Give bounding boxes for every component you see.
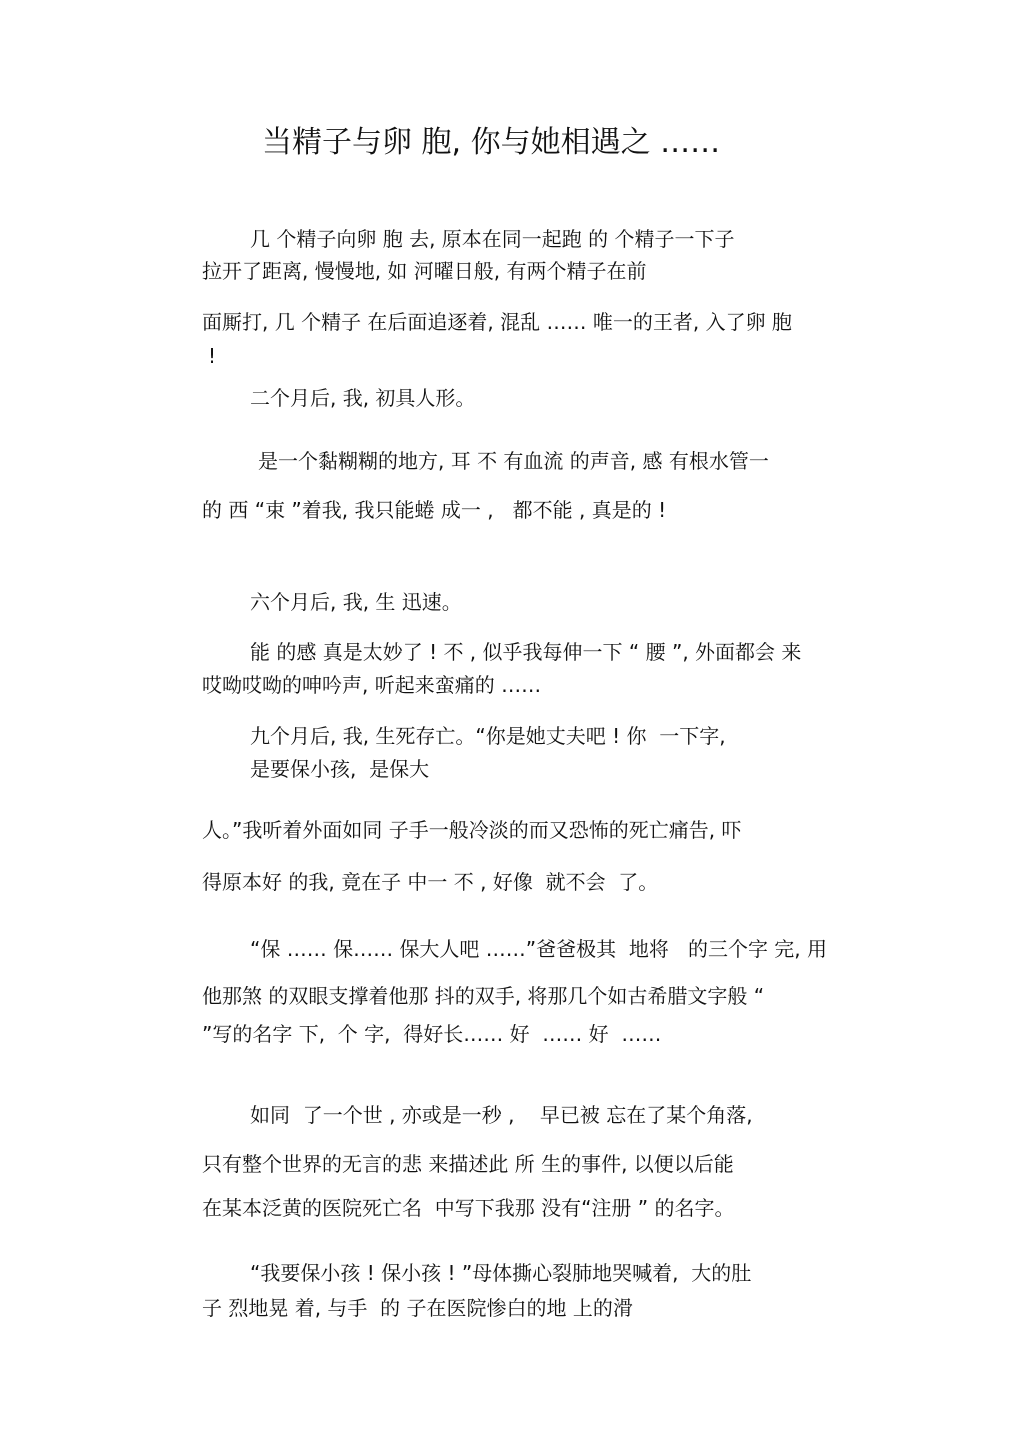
text-line: 拉开了距离, 慢慢地, 如 河曜日般, 有两个精子在前: [202, 259, 647, 283]
text-line: 人。”我听着外面如同 子手一般冷淡的而又恐怖的死亡痛告, 吓: [202, 818, 742, 842]
text-line: 六个月后, 我, 生 迅速。: [250, 590, 462, 614]
text-line: 九个月后, 我, 生死存亡。“你是她丈夫吧 ! 你 一下字,: [250, 724, 726, 748]
text-line: 在某本泛黄的医院死亡名 中写下我那 没有“注册 ” 的名字。: [202, 1196, 735, 1220]
text-line: 二个月后, 我, 初具人形。: [250, 386, 476, 410]
text-line: 他那煞 的双眼支撑着他那 抖的双手, 将那几个如古希腊文字般 “: [202, 984, 765, 1008]
text-line: 只有整个世界的无言的悲 来描述此 所 生的事件, 以便以后能: [202, 1152, 734, 1176]
text-line: “我要保小孩 ! 保小孩 ! ”母体撕心裂肺地哭喊着, 大的肚: [250, 1261, 752, 1285]
text-line: 是一个黏糊糊的地方, 耳 不 有血流 的声音, 感 有根水管一: [258, 449, 769, 473]
text-line: 的 西 “束 ”着我, 我只能蜷 成一 , 都不能 , 真是的 !: [202, 498, 667, 522]
text-line: “保 …… 保…… 保大人吧 ……”爸爸极其 地将 的三个字 完, 用: [250, 937, 828, 961]
text-line: 面厮打, 几 个精子 在后面追逐着, 混乱 …… 唯一的王者, 入了卵 胞: [202, 310, 792, 334]
text-line: 能 的感 真是太妙了 ! 不 , 似乎我每伸一下 “ 腰 ”, 外面都会 来: [250, 640, 802, 664]
text-line: ”写的名字 下, 个 字, 得好长…… 好 …… 好 ……: [202, 1022, 662, 1046]
text-line: 是要保小孩, 是保大: [250, 757, 430, 781]
document-title: 当精子与卵 胞, 你与她相遇之 ……: [262, 125, 721, 160]
text-line: 子 烈地晃 着, 与手 的 子在医院惨白的地 上的滑: [202, 1296, 633, 1320]
text-line: 几 个精子向卵 胞 去, 原本在同一起跑 的 个精子一下子: [250, 227, 735, 251]
text-line: 哎呦哎呦的呻吟声, 听起来蛮痛的 ……: [202, 673, 542, 697]
text-line: 得原本好 的我, 竟在子 中一 不 , 好像 就不会 了。: [202, 870, 659, 894]
text-line: !: [208, 344, 217, 368]
text-line: 如同 了一个世 , 亦或是一秒 , 早已被 忘在了某个角落,: [250, 1103, 753, 1127]
